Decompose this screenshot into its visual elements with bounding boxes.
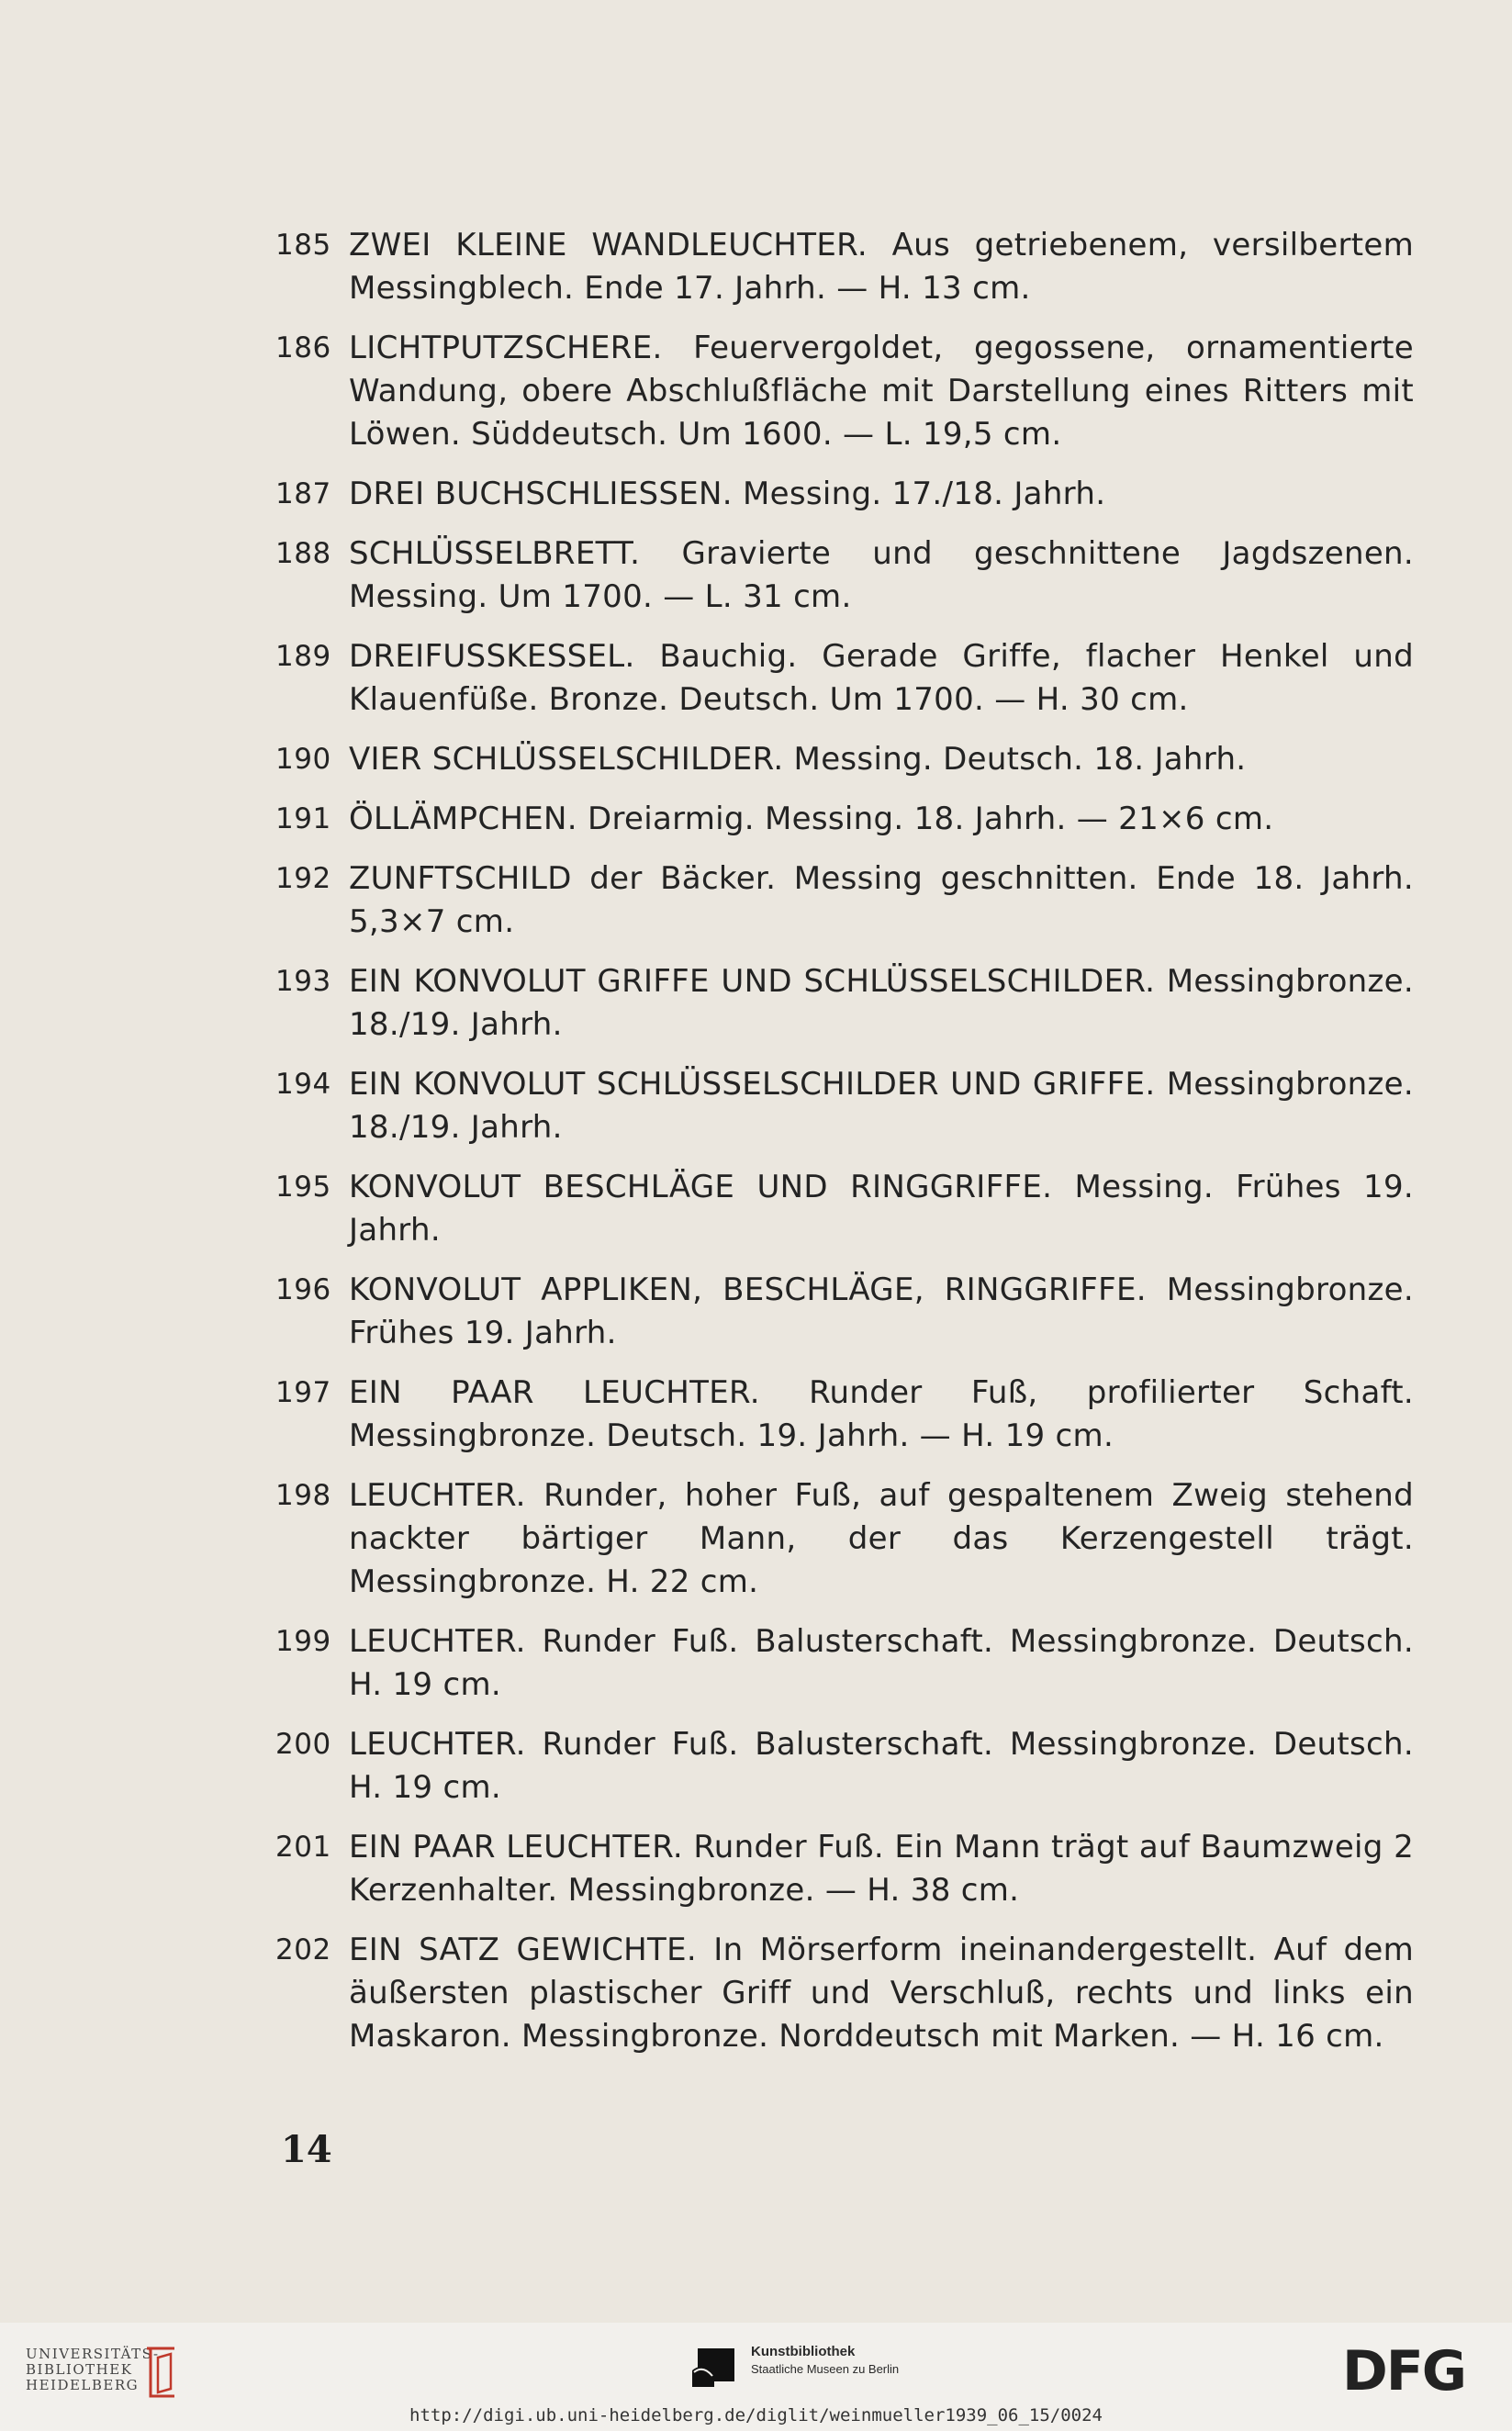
entry-number: 187: [275, 477, 331, 510]
entry-text: KONVOLUT APPLIKEN, BESCHLÄGE, RINGGRIFFE. Messingbronze. Frühes 19. Jahrh.: [349, 1272, 1414, 1351]
catalog-entry: [275, 738, 1414, 781]
dfg-logo[interactable]: DFG: [1342, 2339, 1466, 2403]
entry-number: 200: [275, 1728, 331, 1761]
entry-number: 198: [275, 1479, 331, 1512]
entry-text: KONVOLUT BESCHLÄGE UND RINGGRIFFE. Messing. Frühes 19. Jahrh.: [349, 1169, 1414, 1249]
university-line: HEIDELBERG: [26, 2377, 140, 2393]
entry-text: LEUCHTER. Runder Fuß. Balusterschaft. Messingbronze. Deutsch. H. 19 cm.: [349, 1623, 1414, 1703]
catalog-entry: [275, 1723, 1414, 1809]
catalog-entry: [275, 1166, 1414, 1252]
entry-text: SCHLÜSSELBRETT. Gravierte und geschnittene Jagdszenen. Messing. Um 1700. — L. 31 cm.: [349, 535, 1414, 615]
entry-number: 185: [275, 229, 331, 262]
entry-text: ZUNFTSCHILD der Bäcker. Messing geschnitten. Ende 18. Jahrh. 5,3×7 cm.: [349, 860, 1414, 940]
kunstbibliothek-logo-icon[interactable]: [690, 2347, 736, 2389]
entry-text: LICHTPUTZSCHERE. Feuervergoldet, gegossene, ornamentierte Wandung, obere Abschlußfläche mit Darstellung eines Ritters mit Löwen. Süddeutsch. Um 1600. — L. 19,5 cm.: [349, 330, 1414, 453]
entry-number: 191: [275, 802, 331, 835]
entry-text: LEUCHTER. Runder Fuß. Balusterschaft. Messingbronze. Deutsch. H. 19 cm.: [349, 1726, 1414, 1806]
entry-number: 201: [275, 1831, 331, 1864]
entry-number: 197: [275, 1376, 331, 1409]
entry-text: VIER SCHLÜSSELSCHILDER. Messing. Deutsch. 18. Jahrh.: [349, 741, 1247, 778]
kunstbibliothek-subtitle: Staatliche Museen zu Berlin: [751, 2362, 900, 2376]
university-line: BIBLIOTHEK: [26, 2361, 133, 2378]
catalog-entry: [275, 1372, 1414, 1458]
page-number: 14: [281, 2128, 332, 2171]
entry-text: DREIFUSSKESSEL. Bauchig. Gerade Griffe, flacher Henkel und Klauenfüße. Bronze. Deutsch. Um 1700. — H. 30 cm.: [349, 638, 1414, 718]
entry-number: 199: [275, 1625, 331, 1658]
entry-text: ÖLLÄMPCHEN. Dreiarmig. Messing. 18. Jahrh. — 21×6 cm.: [349, 801, 1274, 837]
catalog-entry: [275, 327, 1414, 456]
kunstbibliothek-label[interactable]: [751, 2343, 899, 2378]
entry-text: EIN KONVOLUT GRIFFE UND SCHLÜSSELSCHILDER. Messingbronze. 18./19. Jahrh.: [349, 963, 1414, 1043]
catalog-entry: [275, 960, 1414, 1047]
catalog-entry: [275, 798, 1414, 841]
entry-number: 194: [275, 1068, 331, 1101]
kunstbibliothek-title: Kunstbibliothek: [751, 2344, 856, 2359]
entry-number: 192: [275, 862, 331, 895]
entry-text: ZWEI KLEINE WANDLEUCHTER. Aus getriebenem, versilbertem Messingblech. Ende 17. Jahrh. — H. 13 cm.: [349, 227, 1414, 307]
entry-number: 193: [275, 965, 331, 998]
entry-text: DREI BUCHSCHLIESSEN. Messing. 17./18. Jahrh.: [349, 476, 1106, 512]
entry-number: 195: [275, 1171, 331, 1204]
entry-number: 186: [275, 331, 331, 364]
catalog-entry: [275, 1269, 1414, 1355]
entry-number: 196: [275, 1273, 331, 1306]
catalog-entry: [275, 473, 1414, 516]
catalog-entry: [275, 1620, 1414, 1707]
entry-text: EIN SATZ GEWICHTE. In Mörserform ineinandergestellt. Auf dem äußersten plastischer Griff und Verschluß, rechts und links ein Maskaron. Messingbronze. Norddeutsch mit Marken. — H. 16 cm.: [349, 1932, 1414, 2055]
entry-text: EIN PAAR LEUCHTER. Runder Fuß, profilierter Schaft. Messingbronze. Deutsch. 19. Jahrh. — H. 19 cm.: [349, 1374, 1414, 1454]
catalog-entry: [275, 1474, 1414, 1604]
entry-text: EIN PAAR LEUCHTER. Runder Fuß. Ein Mann trägt auf Baumzweig 2 Kerzenhalter. Messingbronze. — H. 38 cm.: [349, 1829, 1414, 1909]
entry-list: [275, 224, 1414, 2075]
catalog-entry: [275, 1826, 1414, 1912]
university-logo-icon[interactable]: [138, 2343, 182, 2402]
catalog-entry: [275, 1929, 1414, 2058]
entry-number: 189: [275, 640, 331, 673]
entry-text: LEUCHTER. Runder, hoher Fuß, auf gespaltenem Zweig stehend nackter bärtiger Mann, der das Kerzengestell trägt. Messingbronze. H. 22 cm.: [349, 1477, 1414, 1600]
permalink-url[interactable]: http://digi.ub.uni-heidelberg.de/diglit/weinmueller1939_06_15/0024: [409, 2405, 1103, 2425]
catalog-entry: [275, 532, 1414, 619]
catalog-entry: [275, 1063, 1414, 1149]
catalog-entry: [275, 635, 1414, 722]
entry-number: 202: [275, 1933, 331, 1966]
entry-number: 188: [275, 537, 331, 570]
catalog-entry: [275, 857, 1414, 944]
catalog-entry: [275, 224, 1414, 310]
entry-text: EIN KONVOLUT SCHLÜSSELSCHILDER UND GRIFFE. Messingbronze. 18./19. Jahrh.: [349, 1066, 1414, 1146]
university-line: UNIVERSITÄTS-: [26, 2346, 160, 2362]
entry-number: 190: [275, 743, 331, 776]
